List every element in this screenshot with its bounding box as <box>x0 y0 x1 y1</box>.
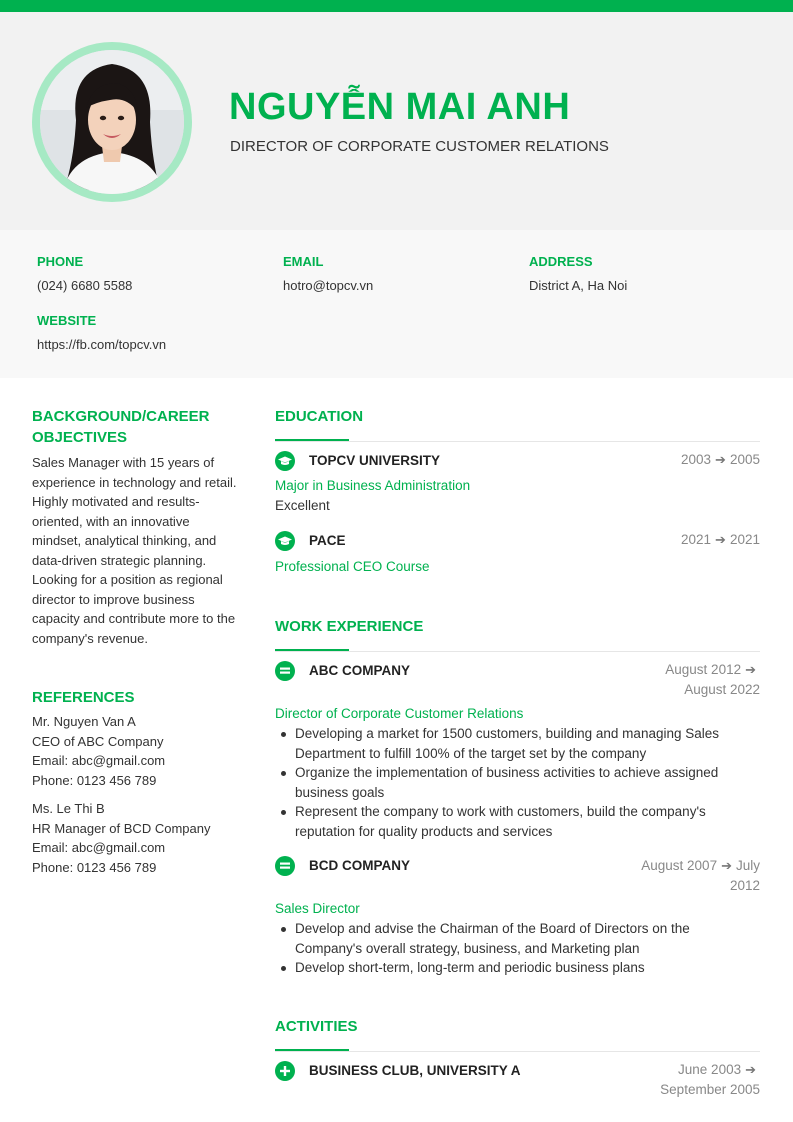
work-heading: WORK EXPERIENCE <box>275 618 424 635</box>
work-dates <box>641 856 760 895</box>
reference-role: CEO of ABC Company <box>32 733 164 749</box>
objective-line: capacity and contribute more to the <box>32 611 236 626</box>
work-bullet: Develop short-term, long-term and periodic business plans <box>275 958 750 978</box>
reference-email: Email: abc@gmail.com <box>32 753 166 768</box>
briefcase-icon <box>275 856 295 876</box>
date-end: September 2005 <box>660 1081 760 1097</box>
briefcase-icon <box>275 661 295 681</box>
education-heading: EDUCATION <box>275 408 364 425</box>
avatar <box>40 50 184 194</box>
date-end: 2005 <box>729 452 760 467</box>
education-note: Excellent <box>275 498 330 513</box>
email-value: hotro@topcv.vn <box>283 278 374 293</box>
arrow-right-icon: ➔ <box>721 858 732 873</box>
address-label: ADDRESS <box>529 254 593 269</box>
activities-heading: ACTIVITIES <box>275 1018 358 1035</box>
work-bullet: Represent the company to work with customers, build the company's reputation for quality products and services <box>275 802 750 841</box>
work-bullet: Organize the implementation of business activities to achieve assigned business goals <box>275 763 750 802</box>
objective-line: oriented, with an innovative <box>32 513 190 529</box>
candidate-name: NGUYỄN MAI ANH <box>229 86 571 128</box>
date-start: 2021 <box>681 532 712 547</box>
objective-line: Sales Manager with 15 years of <box>32 455 215 470</box>
work-underline <box>275 649 349 651</box>
work-company: ABC COMPANY <box>309 663 410 678</box>
work-bullets <box>275 919 750 978</box>
education-divider <box>275 441 760 442</box>
phone-value: (024) 6680 5588 <box>37 278 133 293</box>
work-divider <box>275 651 760 652</box>
date-start: August 2007 <box>641 858 718 873</box>
objective-line: company's revenue. <box>32 630 148 646</box>
reference-1 <box>32 712 260 790</box>
education-underline <box>275 439 349 441</box>
arrow-right-icon: ➔ <box>745 1062 756 1077</box>
reference-2 <box>32 799 260 877</box>
phone-label: PHONE <box>37 254 84 269</box>
work-position: Sales Director <box>275 901 360 916</box>
work-bullet: Develop and advise the Chairman of the Board of Directors on the Company's overall strategy, business, and Marketing plan <box>275 919 750 958</box>
date-end-part1: July <box>735 858 760 873</box>
education-school: TOPCV UNIVERSITY <box>309 453 441 468</box>
education-school: PACE <box>309 533 346 548</box>
graduation-cap-icon <box>275 451 295 471</box>
address-value: District A, Ha Noi <box>529 278 628 293</box>
activities-underline <box>275 1049 349 1051</box>
objective-line: director to improve business <box>32 591 195 607</box>
objective-line: Looking for a position as regional <box>32 572 223 587</box>
reference-phone: Phone: 0123 456 789 <box>32 859 157 875</box>
activity-name: BUSINESS CLUB, UNIVERSITY A <box>309 1063 521 1078</box>
date-start: June 2003 <box>678 1062 742 1077</box>
reference-phone: Phone: 0123 456 789 <box>32 772 157 788</box>
candidate-title: DIRECTOR OF CORPORATE CUSTOMER RELATIONS <box>230 138 609 155</box>
date-start: August 2012 <box>665 662 742 677</box>
arrow-right-icon: ➔ <box>745 662 756 677</box>
objective-heading-line2: OBJECTIVES <box>32 429 128 446</box>
objective-line: Highly motivated and results- <box>32 494 200 509</box>
activity-dates <box>660 1060 760 1099</box>
objective-line: experience in technology and retail. <box>32 474 237 490</box>
education-major: Major in Business Administration <box>275 478 471 493</box>
work-dates <box>665 660 760 699</box>
arrow-right-icon: ➔ <box>715 532 726 547</box>
work-company: BCD COMPANY <box>309 858 410 873</box>
objective-heading-line1: BACKGROUND/CAREER <box>32 408 210 425</box>
date-end: 2021 <box>729 532 760 547</box>
education-dates <box>681 530 760 550</box>
arrow-right-icon: ➔ <box>715 452 726 467</box>
reference-role: HR Manager of BCD Company <box>32 820 211 836</box>
email-label: EMAIL <box>283 254 324 269</box>
date-end: August 2022 <box>684 681 760 697</box>
activities-divider <box>275 1051 760 1052</box>
references-heading: REFERENCES <box>32 689 135 706</box>
contact-band <box>0 230 793 378</box>
graduation-cap-icon <box>275 531 295 551</box>
website-label: WEBSITE <box>37 313 97 328</box>
work-position: Director of Corporate Customer Relations <box>275 706 524 721</box>
top-accent-bar <box>0 0 793 12</box>
objective-heading <box>32 406 210 448</box>
education-dates <box>681 450 760 470</box>
education-major: Professional CEO Course <box>275 559 430 574</box>
reference-name: Ms. Le Thi B <box>32 801 105 816</box>
reference-email: Email: abc@gmail.com <box>32 840 166 855</box>
work-bullets <box>275 724 750 841</box>
website-value: https://fb.com/topcv.vn <box>37 337 167 352</box>
plus-circle-icon <box>275 1061 295 1081</box>
work-bullet: Developing a market for 1500 customers, building and managing Sales Department to fulfill 100% of the target set by the company <box>275 724 750 763</box>
objective-line: data-driven strategic planning. <box>32 552 207 568</box>
reference-name: Mr. Nguyen Van A <box>32 714 136 729</box>
date-start: 2003 <box>681 452 712 467</box>
portrait-photo <box>40 50 184 194</box>
objective-line: mindset, analytical thinking, and <box>32 533 217 548</box>
objective-text <box>32 453 260 648</box>
date-end-part2: 2012 <box>729 877 760 893</box>
